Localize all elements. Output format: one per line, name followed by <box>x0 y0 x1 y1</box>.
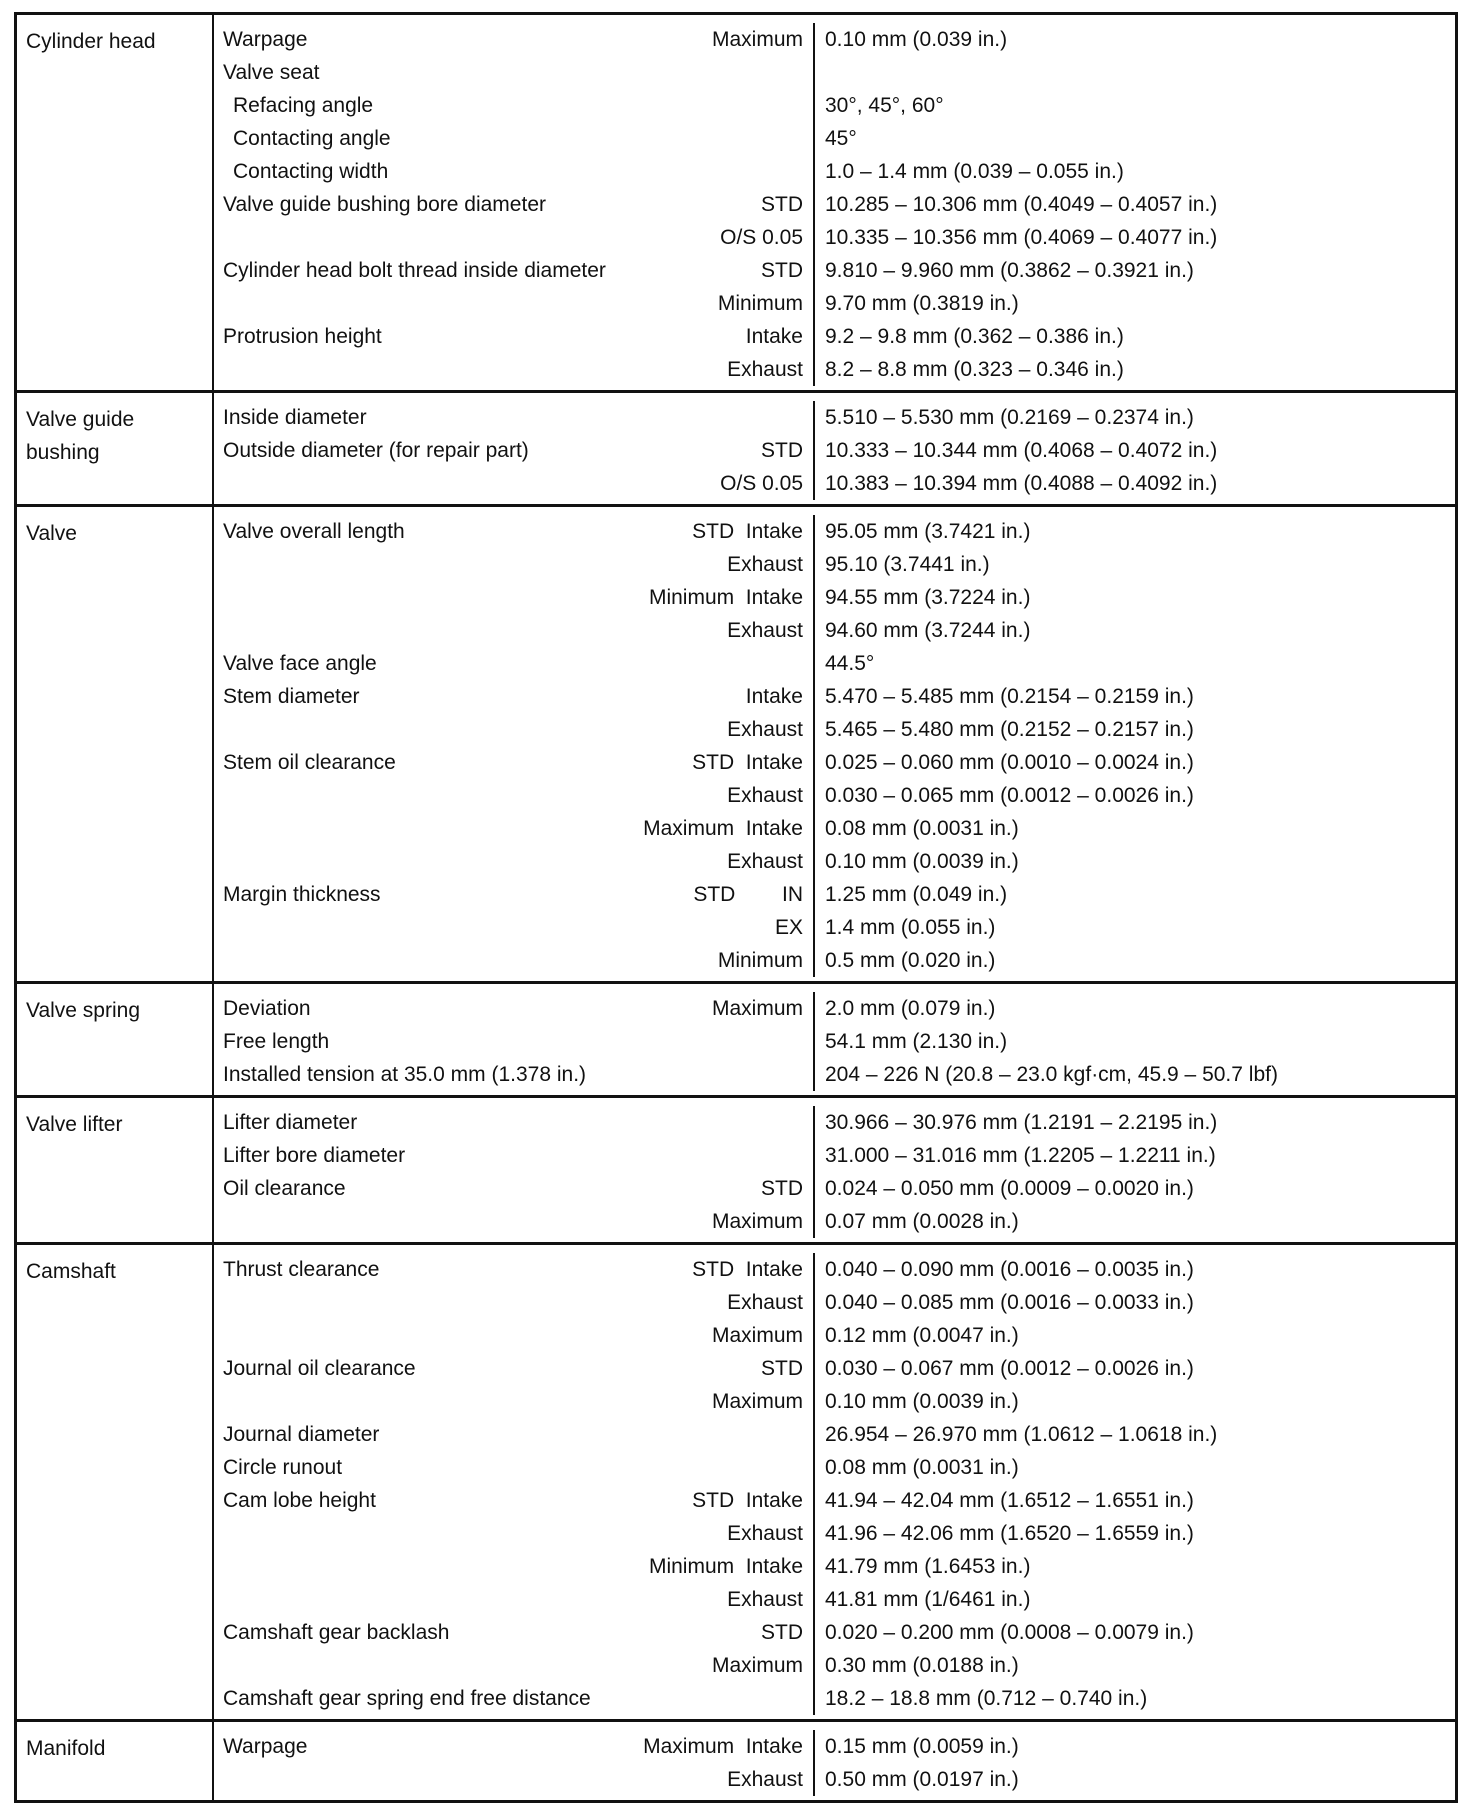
condition-label: Exhaust <box>727 357 803 381</box>
spec-row <box>214 647 1455 680</box>
component-name: Cylinder head <box>17 15 214 390</box>
spec-row <box>214 845 1455 878</box>
spec-value: 0.5 mm (0.020 in.) <box>825 948 996 972</box>
component-name: Valve <box>17 507 214 981</box>
spec-row <box>214 680 1455 713</box>
component-name: Manifold <box>17 1722 214 1800</box>
item-cell <box>214 353 815 386</box>
section-body <box>214 507 1455 981</box>
condition-label: STD <box>761 192 803 216</box>
spec-value: 5.510 – 5.530 mm (0.2169 – 0.2374 in.) <box>825 405 1194 429</box>
item-cell <box>214 1106 815 1139</box>
item-cell <box>214 1550 815 1583</box>
spec-row <box>214 878 1455 911</box>
item-cell <box>214 287 815 320</box>
spec-row <box>214 254 1455 287</box>
spec-row <box>214 812 1455 845</box>
spec-row <box>214 401 1455 434</box>
condition-label: STD IN <box>693 882 803 906</box>
spec-value: 0.10 mm (0.039 in.) <box>825 27 1008 51</box>
spec-value: 0.12 mm (0.0047 in.) <box>825 1323 1019 1347</box>
condition-label: STD <box>761 1356 803 1380</box>
item-cell <box>214 515 815 548</box>
spec-row <box>214 1172 1455 1205</box>
spec-row <box>214 1418 1455 1451</box>
spec-value: 45° <box>825 126 857 150</box>
spec-row <box>214 221 1455 254</box>
condition-label: Maximum <box>711 1209 803 1233</box>
item-cell <box>214 1253 815 1286</box>
spec-value: 0.07 mm (0.0028 in.) <box>825 1209 1019 1233</box>
item-cell <box>214 1484 815 1517</box>
item-label: Oil clearance <box>223 1176 346 1200</box>
spec-row <box>214 779 1455 812</box>
condition-label: STD Intake <box>692 1488 803 1512</box>
item-cell <box>214 89 815 122</box>
spec-row <box>214 1352 1455 1385</box>
condition-label: Maximum Intake <box>643 1734 803 1758</box>
spec-row <box>214 155 1455 188</box>
condition-label: STD <box>761 258 803 282</box>
spec-value: 0.30 mm (0.0188 in.) <box>825 1653 1019 1677</box>
condition-label: Minimum Intake <box>648 1554 803 1578</box>
spec-value: 5.470 – 5.485 mm (0.2154 – 0.2159 in.) <box>825 684 1194 708</box>
item-label: Cylinder head bolt thread inside diameter <box>223 258 606 282</box>
condition-label: Exhaust <box>727 1290 803 1314</box>
item-cell <box>214 911 815 944</box>
spec-value: 44.5° <box>825 651 875 675</box>
item-label: Outside diameter (for repair part) <box>223 438 529 462</box>
spec-value: 0.10 mm (0.0039 in.) <box>825 1389 1019 1413</box>
item-label: Contacting width <box>233 159 389 183</box>
spec-value: 0.030 – 0.065 mm (0.0012 – 0.0026 in.) <box>825 783 1194 807</box>
condition-label: Maximum <box>711 1323 803 1347</box>
spec-value: 9.2 – 9.8 mm (0.362 – 0.386 in.) <box>825 324 1124 348</box>
spec-row <box>214 1139 1455 1172</box>
spec-row <box>214 56 1455 89</box>
spec-value: 1.25 mm (0.049 in.) <box>825 882 1008 906</box>
item-label: Valve seat <box>223 60 320 84</box>
item-cell <box>214 680 815 713</box>
spec-value: 41.96 – 42.06 mm (1.6520 – 1.6559 in.) <box>825 1521 1194 1545</box>
condition-label: O/S 0.05 <box>720 225 803 249</box>
item-cell <box>214 1616 815 1649</box>
spec-value: 1.4 mm (0.055 in.) <box>825 915 996 939</box>
spec-row <box>214 1058 1455 1091</box>
item-label: Thrust clearance <box>223 1257 380 1281</box>
item-label: Installed tension at 35.0 mm (1.378 in.) <box>223 1062 587 1086</box>
item-label: Protrusion height <box>223 324 382 348</box>
spec-row <box>214 911 1455 944</box>
spec-value: 204 – 226 N (20.8 – 23.0 kgf·cm, 45.9 – 50.7 lbf) <box>825 1062 1278 1086</box>
spec-value: 18.2 – 18.8 mm (0.712 – 0.740 in.) <box>825 1686 1148 1710</box>
spec-section <box>17 1719 1455 1800</box>
spec-row <box>214 1763 1455 1796</box>
item-cell <box>214 467 815 500</box>
spec-row <box>214 122 1455 155</box>
spec-value: 30.966 – 30.976 mm (1.2191 – 2.2195 in.) <box>825 1110 1218 1134</box>
condition-label: STD <box>761 1176 803 1200</box>
condition-label: Exhaust <box>727 1767 803 1791</box>
item-label: Margin thickness <box>223 882 381 906</box>
item-label: Contacting angle <box>233 126 391 150</box>
spec-row <box>214 548 1455 581</box>
section-body <box>214 15 1455 390</box>
item-cell <box>214 647 815 680</box>
component-name: Valve spring <box>17 984 214 1095</box>
item-label: Camshaft gear spring end free distance <box>223 1686 591 1710</box>
spec-row <box>214 1025 1455 1058</box>
spec-row <box>214 1616 1455 1649</box>
component-name: Valve lifter <box>17 1098 214 1242</box>
item-cell <box>214 155 815 188</box>
spec-section <box>17 981 1455 1095</box>
spec-row <box>214 581 1455 614</box>
item-cell <box>214 746 815 779</box>
item-label: Free length <box>223 1029 330 1053</box>
spec-row <box>214 467 1455 500</box>
spec-value: 10.335 – 10.356 mm (0.4069 – 0.4077 in.) <box>825 225 1218 249</box>
item-label: Lifter diameter <box>223 1110 358 1134</box>
condition-label: STD <box>761 1620 803 1644</box>
spec-value: 10.383 – 10.394 mm (0.4088 – 0.4092 in.) <box>825 471 1218 495</box>
spec-row <box>214 434 1455 467</box>
spec-row <box>214 1286 1455 1319</box>
spec-value: 0.040 – 0.090 mm (0.0016 – 0.0035 in.) <box>825 1257 1194 1281</box>
item-label: Valve guide bushing bore diameter <box>223 192 546 216</box>
item-cell <box>214 878 815 911</box>
item-cell <box>214 122 815 155</box>
spec-row <box>214 1253 1455 1286</box>
item-label: Valve overall length <box>223 519 405 543</box>
spec-value: 0.020 – 0.200 mm (0.0008 – 0.0079 in.) <box>825 1620 1194 1644</box>
item-label: Journal oil clearance <box>223 1356 416 1380</box>
item-cell <box>214 1205 815 1238</box>
spec-value: 94.60 mm (3.7244 in.) <box>825 618 1031 642</box>
spec-value: 9.70 mm (0.3819 in.) <box>825 291 1019 315</box>
condition-label: Intake <box>745 684 803 708</box>
spec-row <box>214 1319 1455 1352</box>
condition-label: Minimum <box>717 291 803 315</box>
item-cell <box>214 581 815 614</box>
spec-value: 0.024 – 0.050 mm (0.0009 – 0.0020 in.) <box>825 1176 1194 1200</box>
condition-label: Minimum <box>717 948 803 972</box>
condition-label: EX <box>774 915 803 939</box>
item-cell <box>214 401 815 434</box>
spec-row <box>214 944 1455 977</box>
spec-value: 0.50 mm (0.0197 in.) <box>825 1767 1019 1791</box>
condition-label: Exhaust <box>727 618 803 642</box>
item-label: Circle runout <box>223 1455 343 1479</box>
spec-row <box>214 1730 1455 1763</box>
section-body <box>214 1245 1455 1719</box>
item-label: Warpage <box>223 1734 308 1758</box>
item-cell <box>214 1172 815 1205</box>
spec-value: 0.10 mm (0.0039 in.) <box>825 849 1019 873</box>
item-cell <box>214 23 815 56</box>
condition-label: Exhaust <box>727 717 803 741</box>
spec-value: 95.05 mm (3.7421 in.) <box>825 519 1031 543</box>
condition-label: Maximum <box>711 996 803 1020</box>
item-cell <box>214 1517 815 1550</box>
section-body <box>214 1722 1455 1800</box>
spec-row <box>214 1451 1455 1484</box>
spec-value: 0.08 mm (0.0031 in.) <box>825 816 1019 840</box>
spec-row <box>214 287 1455 320</box>
item-cell <box>214 1139 815 1172</box>
spec-row <box>214 1484 1455 1517</box>
item-cell <box>214 1763 815 1796</box>
condition-label: Intake <box>745 324 803 348</box>
condition-label: STD Intake <box>692 519 803 543</box>
spec-row <box>214 1583 1455 1616</box>
item-label: Valve face angle <box>223 651 377 675</box>
item-label: Warpage <box>223 27 308 51</box>
item-cell <box>214 1025 815 1058</box>
spec-row <box>214 746 1455 779</box>
condition-label: Exhaust <box>727 783 803 807</box>
spec-value: 41.81 mm (1/6461 in.) <box>825 1587 1031 1611</box>
condition-label: STD Intake <box>692 1257 803 1281</box>
item-cell <box>214 1730 815 1763</box>
spec-row <box>214 353 1455 386</box>
spec-row <box>214 188 1455 221</box>
spec-row <box>214 23 1455 56</box>
spec-row <box>214 1106 1455 1139</box>
spec-value: 10.333 – 10.344 mm (0.4068 – 0.4072 in.) <box>825 438 1218 462</box>
spec-value: 95.10 (3.7441 in.) <box>825 552 990 576</box>
item-cell <box>214 320 815 353</box>
condition-label: Maximum <box>711 1389 803 1413</box>
item-cell <box>214 1682 815 1715</box>
item-cell <box>214 812 815 845</box>
section-body <box>214 984 1455 1095</box>
item-cell <box>214 221 815 254</box>
item-cell <box>214 254 815 287</box>
spec-row <box>214 1517 1455 1550</box>
spec-row <box>214 1550 1455 1583</box>
spec-value: 54.1 mm (2.130 in.) <box>825 1029 1008 1053</box>
section-body <box>214 393 1455 504</box>
item-cell <box>214 1058 815 1091</box>
item-cell <box>214 1286 815 1319</box>
item-cell <box>214 1352 815 1385</box>
item-cell <box>214 1319 815 1352</box>
item-cell <box>214 992 815 1025</box>
spec-value: 5.465 – 5.480 mm (0.2152 – 0.2157 in.) <box>825 717 1194 741</box>
condition-label: O/S 0.05 <box>720 471 803 495</box>
item-cell <box>214 56 815 89</box>
item-label: Stem oil clearance <box>223 750 396 774</box>
spec-value: 10.285 – 10.306 mm (0.4049 – 0.4057 in.) <box>825 192 1218 216</box>
spec-section <box>17 390 1455 504</box>
spec-value: 1.0 – 1.4 mm (0.039 – 0.055 in.) <box>825 159 1124 183</box>
condition-label: Exhaust <box>727 1521 803 1545</box>
component-name: Camshaft <box>17 1245 214 1719</box>
item-label: Deviation <box>223 996 311 1020</box>
item-cell <box>214 713 815 746</box>
item-label: Refacing angle <box>233 93 374 117</box>
spec-value: 0.030 – 0.067 mm (0.0012 – 0.0026 in.) <box>825 1356 1194 1380</box>
spec-row <box>214 320 1455 353</box>
item-cell <box>214 1385 815 1418</box>
item-cell <box>214 1583 815 1616</box>
spec-row <box>214 515 1455 548</box>
spec-value: 30°, 45°, 60° <box>825 93 944 117</box>
condition-label: Maximum <box>711 1653 803 1677</box>
condition-label: STD <box>761 438 803 462</box>
item-cell <box>214 434 815 467</box>
spec-section <box>17 1242 1455 1719</box>
item-cell <box>214 1649 815 1682</box>
condition-label: Exhaust <box>727 849 803 873</box>
item-cell <box>214 1451 815 1484</box>
spec-row <box>214 1385 1455 1418</box>
spec-value: 26.954 – 26.970 mm (1.0612 – 1.0618 in.) <box>825 1422 1218 1446</box>
item-cell <box>214 188 815 221</box>
spec-value: 41.94 – 42.04 mm (1.6512 – 1.6551 in.) <box>825 1488 1194 1512</box>
item-label: Camshaft gear backlash <box>223 1620 450 1644</box>
item-label: Journal diameter <box>223 1422 380 1446</box>
condition-label: Exhaust <box>727 1587 803 1611</box>
item-label: Stem diameter <box>223 684 360 708</box>
condition-label: Maximum <box>711 27 803 51</box>
item-label: Inside diameter <box>223 405 367 429</box>
item-cell <box>214 548 815 581</box>
spec-row <box>214 992 1455 1025</box>
spec-section <box>17 1095 1455 1242</box>
item-cell <box>214 614 815 647</box>
spec-row <box>214 713 1455 746</box>
condition-label: Exhaust <box>727 552 803 576</box>
spec-value: 0.08 mm (0.0031 in.) <box>825 1455 1019 1479</box>
spec-row <box>214 614 1455 647</box>
spec-value: 31.000 – 31.016 mm (1.2205 – 1.2211 in.) <box>825 1143 1216 1167</box>
condition-label: Maximum Intake <box>643 816 803 840</box>
spec-value: 94.55 mm (3.7224 in.) <box>825 585 1031 609</box>
spec-row <box>214 1649 1455 1682</box>
item-cell <box>214 779 815 812</box>
item-label: Lifter bore diameter <box>223 1143 406 1167</box>
spec-value: 0.025 – 0.060 mm (0.0010 – 0.0024 in.) <box>825 750 1194 774</box>
spec-value: 2.0 mm (0.079 in.) <box>825 996 996 1020</box>
item-cell <box>214 1418 815 1451</box>
spec-value: 0.15 mm (0.0059 in.) <box>825 1734 1019 1758</box>
spec-value: 0.040 – 0.085 mm (0.0016 – 0.0033 in.) <box>825 1290 1194 1314</box>
condition-label: Minimum Intake <box>648 585 803 609</box>
spec-value: 9.810 – 9.960 mm (0.3862 – 0.3921 in.) <box>825 258 1194 282</box>
section-body <box>214 1098 1455 1242</box>
spec-value: 41.79 mm (1.6453 in.) <box>825 1554 1031 1578</box>
spec-row <box>214 1205 1455 1238</box>
condition-label: STD Intake <box>692 750 803 774</box>
spec-section <box>17 504 1455 981</box>
spec-row <box>214 1682 1455 1715</box>
item-label: Cam lobe height <box>223 1488 376 1512</box>
component-name: Valve guide bushing <box>17 393 214 504</box>
item-cell <box>214 845 815 878</box>
spec-row <box>214 89 1455 122</box>
spec-section <box>17 15 1455 390</box>
spec-value: 8.2 – 8.8 mm (0.323 – 0.346 in.) <box>825 357 1124 381</box>
item-cell <box>214 944 815 977</box>
spec-table <box>14 12 1458 1803</box>
